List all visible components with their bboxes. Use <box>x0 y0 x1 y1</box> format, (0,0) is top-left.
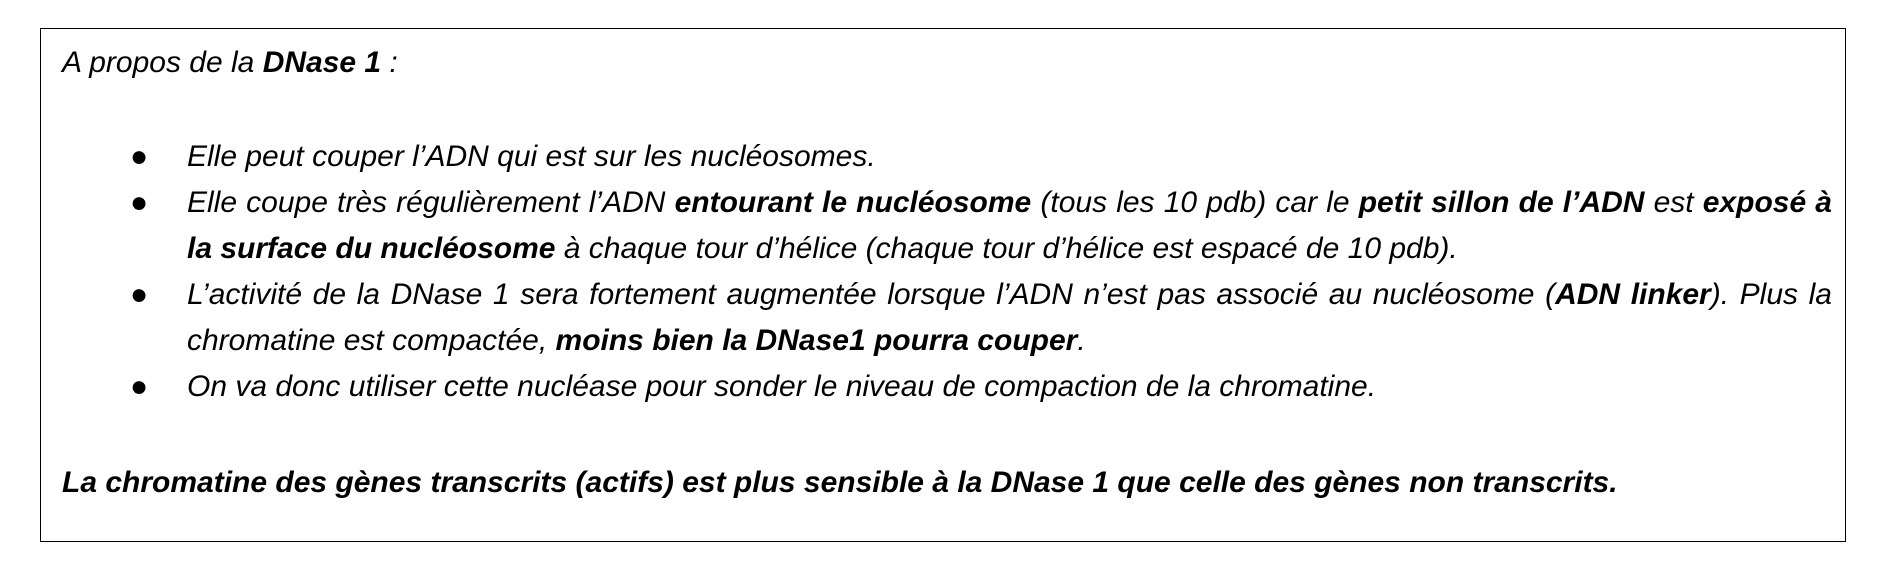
bullet-segment-bold: exposé à la surface du nucléosome <box>187 186 1832 265</box>
intro-term: DNase 1 <box>262 46 382 79</box>
bullet-item <box>62 134 1832 180</box>
bullet-segment-bold: moins bien la DNase1 pourra couper <box>555 324 1078 357</box>
bullet-segment: à chaque tour d’hélice (chaque tour d’hélice est espacé de 10 pdb). <box>555 232 1458 265</box>
bullet-segment-bold: entourant le nucléosome <box>674 186 1032 219</box>
bullet-segment: L’activité de la DNase 1 sera fortement augmentée lorsque l’ADN n’est pas associé au nucléosome ( <box>187 278 1556 311</box>
bullet-icon: ● <box>130 278 149 311</box>
bullet-list <box>62 134 1832 410</box>
bullet-segment: est <box>1644 186 1703 219</box>
bullet-segment: Elle coupe très régulièrement l’ADN <box>187 186 675 219</box>
bullet-segment: (tous les 10 pdb) car le <box>1031 186 1359 219</box>
intro-suffix: : <box>381 46 398 79</box>
bullet-segment: Elle peut couper l’ADN qui est sur les nucléosomes. <box>187 140 876 173</box>
bullet-item <box>62 180 1832 272</box>
bullet-segment-bold: petit sillon de l’ADN <box>1358 186 1645 219</box>
bullet-segment-bold: ADN linker <box>1555 278 1711 311</box>
bullet-icon: ● <box>130 140 149 173</box>
intro-line <box>62 40 398 86</box>
bullet-item <box>62 272 1832 364</box>
bullet-icon: ● <box>130 370 149 403</box>
intro-prefix: A propos de la <box>62 46 263 79</box>
bullet-segment: . <box>1077 324 1086 357</box>
bullet-segment: On va donc utiliser cette nucléase pour sonder le niveau de compaction de la chromatine. <box>187 370 1377 403</box>
conclusion-line: La chromatine des gènes transcrits (actifs) est plus sensible à la DNase 1 que celle des gènes non transcrits. <box>62 466 1618 499</box>
bullet-segment: ). Plus la chromatine est compactée, <box>187 278 1832 357</box>
bullet-icon: ● <box>130 186 149 219</box>
bullet-item <box>62 364 1832 410</box>
